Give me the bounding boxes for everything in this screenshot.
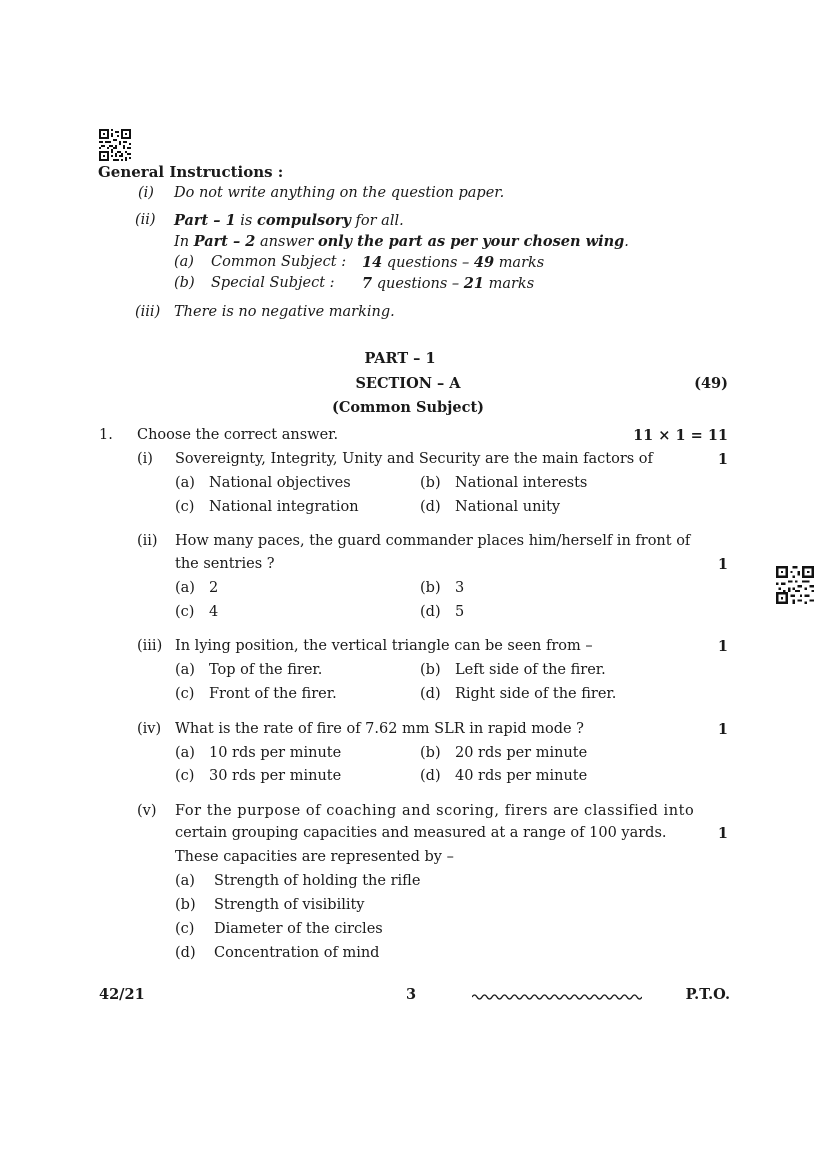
subq-5-option-a-label: (a): [175, 873, 195, 889]
subq-3-option-c-label: (c): [175, 686, 195, 702]
subq-2-option-d-label: (d): [420, 604, 441, 620]
subq-5-option-d: Concentration of mind: [214, 945, 380, 961]
instruction-a-detail: [362, 254, 544, 271]
subq-1-option-a-label: (a): [175, 475, 195, 491]
chosen-wing-emphasis: only the part as per your chosen wing: [317, 233, 625, 250]
page-number: 3: [406, 986, 417, 1003]
instruction-ii-in: In: [174, 234, 190, 250]
instruction-ii-dot: .: [624, 234, 629, 250]
subq-4-mark: 1: [717, 721, 728, 738]
please-turn-over: P.T.O.: [685, 986, 730, 1003]
subq-2-option-a: 2: [209, 580, 219, 596]
instruction-i-text: Do not write anything on the question paper.: [174, 185, 505, 201]
qr-code-top: [99, 129, 131, 161]
subq-5-line-2: certain grouping capacities and measured at a range of 100 yards.: [175, 825, 667, 841]
subq-5-option-d-label: (d): [175, 945, 196, 961]
instruction-iii-text: There is no negative marking.: [174, 304, 395, 320]
subq-3-option-a-label: (a): [175, 662, 195, 678]
subject-title: (Common Subject): [331, 399, 485, 416]
subq-1-option-b: National interests: [455, 475, 588, 491]
common-marks-text: marks: [498, 255, 545, 271]
subq-4-option-c: 30 rds per minute: [209, 768, 342, 784]
subq-3-option-b-label: (b): [420, 662, 441, 678]
question-1-text: Choose the correct answer.: [137, 427, 339, 443]
subq-1-option-b-label: (b): [420, 475, 441, 491]
instruction-ii-number: (ii): [135, 212, 156, 228]
subq-1-option-c: National integration: [209, 499, 359, 515]
part-title: PART – 1: [364, 350, 436, 367]
subq-3-mark: 1: [717, 638, 728, 655]
subq-4-number: (iv): [137, 721, 162, 737]
special-question-count: 7: [362, 275, 373, 292]
special-question-text: questions –: [376, 276, 460, 292]
subq-5-option-b: Strength of visibility: [214, 897, 365, 913]
subq-1-line: Sovereignty, Integrity, Unity and Security are the main factors of: [175, 451, 653, 467]
common-question-count: 14: [362, 254, 383, 271]
subq-1-mark: 1: [717, 451, 728, 468]
subq-3-line: In lying position, the vertical triangle can be seen from –: [175, 638, 593, 654]
subq-4-option-a: 10 rds per minute: [209, 745, 342, 761]
subq-2-number: (ii): [137, 533, 158, 549]
subq-2-option-b-label: (b): [420, 580, 441, 596]
subq-5-option-c: Diameter of the circles: [214, 921, 383, 937]
instructions-heading: General Instructions :: [98, 163, 284, 181]
subq-2-line-2: the sentries ?: [175, 556, 275, 572]
instruction-ii-forall: for all.: [355, 213, 404, 229]
special-marks-count: 21: [463, 275, 484, 292]
subq-2-option-d: 5: [455, 604, 465, 620]
subq-4-option-a-label: (a): [175, 745, 195, 761]
compulsory-emphasis: compulsory: [257, 212, 351, 229]
subq-4-option-b-label: (b): [420, 745, 441, 761]
instruction-ii-line1: [174, 212, 404, 229]
subq-1-option-c-label: (c): [175, 499, 195, 515]
subq-3-option-d: Right side of the firer.: [455, 686, 617, 702]
subq-2-line-1: How many paces, the guard commander places him/herself in front of: [175, 533, 691, 549]
subq-3-option-b: Left side of the firer.: [455, 662, 606, 678]
subq-5-option-a: Strength of holding the rifle: [214, 873, 421, 889]
subq-4-option-b: 20 rds per minute: [455, 745, 588, 761]
qr-code-side: [776, 566, 814, 604]
wavy-line-ornament: [472, 990, 642, 1006]
subq-3-number: (iii): [137, 638, 163, 654]
subq-1-option-a: National objectives: [209, 475, 351, 491]
part1-emphasis: Part – 1: [174, 212, 236, 229]
subq-3-option-a: Top of the firer.: [209, 662, 323, 678]
instruction-b-label: (b): [174, 275, 195, 291]
subq-2-option-c: 4: [209, 604, 219, 620]
common-question-text: questions –: [386, 255, 470, 271]
section-title: SECTION – A: [355, 375, 461, 392]
subq-5-option-c-label: (c): [175, 921, 195, 937]
paper-code: 42/21: [99, 986, 145, 1003]
subq-4-option-c-label: (c): [175, 768, 195, 784]
subq-5-line-1: For the purpose of coaching and scoring, firers are classified into: [175, 803, 695, 819]
subq-3-option-d-label: (d): [420, 686, 441, 702]
instruction-a-name: Common Subject :: [211, 254, 347, 270]
subq-1-number: (i): [137, 451, 153, 467]
subq-3-option-c: Front of the firer.: [209, 686, 337, 702]
subq-4-option-d: 40 rds per minute: [455, 768, 588, 784]
subq-5-mark: 1: [717, 825, 728, 842]
question-1-number: 1.: [99, 427, 113, 443]
subq-4-line: What is the rate of fire of 7.62 mm SLR in rapid mode ?: [175, 721, 584, 737]
subq-2-option-b: 3: [455, 580, 465, 596]
subq-5-option-b-label: (b): [175, 897, 196, 913]
subq-5-number: (v): [137, 803, 157, 819]
question-1-marks: 11 × 1 = 11: [633, 427, 728, 444]
instruction-ii-line2: [174, 233, 629, 250]
part2-emphasis: Part – 2: [193, 233, 256, 250]
subq-4-option-d-label: (d): [420, 768, 441, 784]
instruction-b-name: Special Subject :: [211, 275, 335, 291]
section-marks: (49): [694, 375, 728, 392]
subq-5-line-3: These capacities are represented by –: [175, 849, 454, 865]
subq-2-mark: 1: [717, 556, 728, 573]
instruction-i-number: (i): [138, 185, 154, 201]
common-marks-count: 49: [473, 254, 495, 271]
subq-2-option-a-label: (a): [175, 580, 195, 596]
instruction-ii-answer: answer: [259, 234, 314, 250]
instruction-ii-is: is: [240, 213, 253, 229]
instruction-iii-number: (iii): [135, 304, 161, 320]
instruction-b-detail: [362, 275, 534, 292]
subq-1-option-d: National unity: [455, 499, 561, 515]
special-marks-text: marks: [488, 276, 535, 292]
instruction-a-label: (a): [174, 254, 194, 270]
subq-1-option-d-label: (d): [420, 499, 441, 515]
subq-2-option-c-label: (c): [175, 604, 195, 620]
